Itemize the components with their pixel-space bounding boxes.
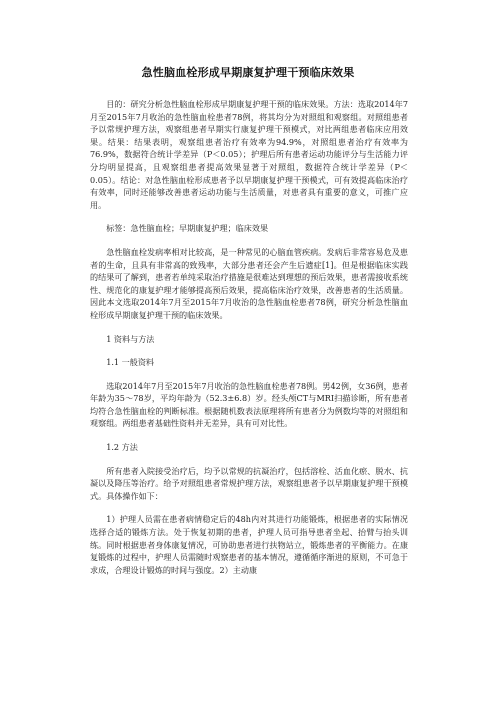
document-body <box>90 98 408 576</box>
document-title: 急性脑血栓形成早期康复护理干预临床效果 <box>141 66 355 79</box>
method-detail-paragraph: 1）护理人员需在患者病情稳定后的48h内对其进行功能锻炼，根据患者的实际情况选择合适的锻炼方法。处于恢复初期的患者，护理人员可指导患者坐起、抬臂与抬头训练。同时根据患者身体康复情况，可协助患者进行扶物站立，锻炼患者的平衡能力。在康复锻炼的过程中，护理人员需随时观察患者的基本情况，遵循循序渐进的原则，不可急于求成，合理设计锻炼的时间与强度。2）主动康 <box>90 514 408 575</box>
section-heading-1: 1 资料与方法 <box>106 333 155 344</box>
method-paragraph: 所有患者入院接受治疗后，均予以常规的抗凝治疗，包括溶栓、活血化瘀、脱水、抗凝以及降压等治疗。给予对照组患者常规护理方法，观察组患者予以早期康复护理干预模式。具体操作如下： <box>90 465 408 501</box>
intro-paragraph: 急性脑血栓发病率相对比较高，是一种常见的心脑血管疾病。发病后非常容易危及患者的生命，且具有非常高的致残率，大部分患者还会产生后遗症[1]。但是根据临床实践的结果可了解到，患者若单纯采取治疗措施是很难达到理想的预后效果，患者需接收系统性、规范化的康复护理才能够提高预后效果，提高临床治疗效果，改善患者的生活质量。因此本文选取2014年7月至2015年7月收治的急性脑血栓患者78例，研究分析急性脑血栓形成早期康复护理干预的临床效果。 <box>90 246 408 320</box>
abstract-paragraph: 目的：研究分析急性脑血栓形成早期康复护理干预的临床效果。方法：选取2014年7月至2015年7月收治的急性脑血栓患者78例，将其均分为对照组和观察组。对照组患者予以常规护理方法，观察组患者早期实行康复护理干预模式，对比两组患者临床应用效果。结果：结果表明，观察组患者治疗有效率为94.9%，对照组患者治疗有效率为76.9%，数据符合统计学差异（P＜0.05）；护理后所有患者运动功能评分与生活能力评分均明显提高，且观察组患者提高效果显著于对照组，数据符合统计学差异（P＜0.05）。结论：对急性脑血栓形成患者予以早期康复护理干预模式，可有效提高临床治疗有效率，同时还能够改善患者运动功能与生活质量，对患者具有重要的意义，可推广应用。 <box>90 99 408 210</box>
section-heading-1-2: 1.2 方法 <box>106 442 138 453</box>
keywords-paragraph: 标签：急性脑血栓；早期康复护理；临床效果 <box>106 223 269 234</box>
section-heading-1-1: 1.1 一般资料 <box>106 357 155 368</box>
general-data-paragraph: 选取2014年7月至2015年7月收治的急性脑血栓患者78例。男42例，女36例，患者年龄为35～78岁，平均年龄为（52.3±6.8）岁。经头颅CT与MRI扫描诊断，所有患者均符合急性脑血栓的判断标准。根据随机数表法原理将所有患者分为例数均等的对照组和观察组。两组患者基础性资料并无差异，具有可对比性。 <box>90 380 408 429</box>
